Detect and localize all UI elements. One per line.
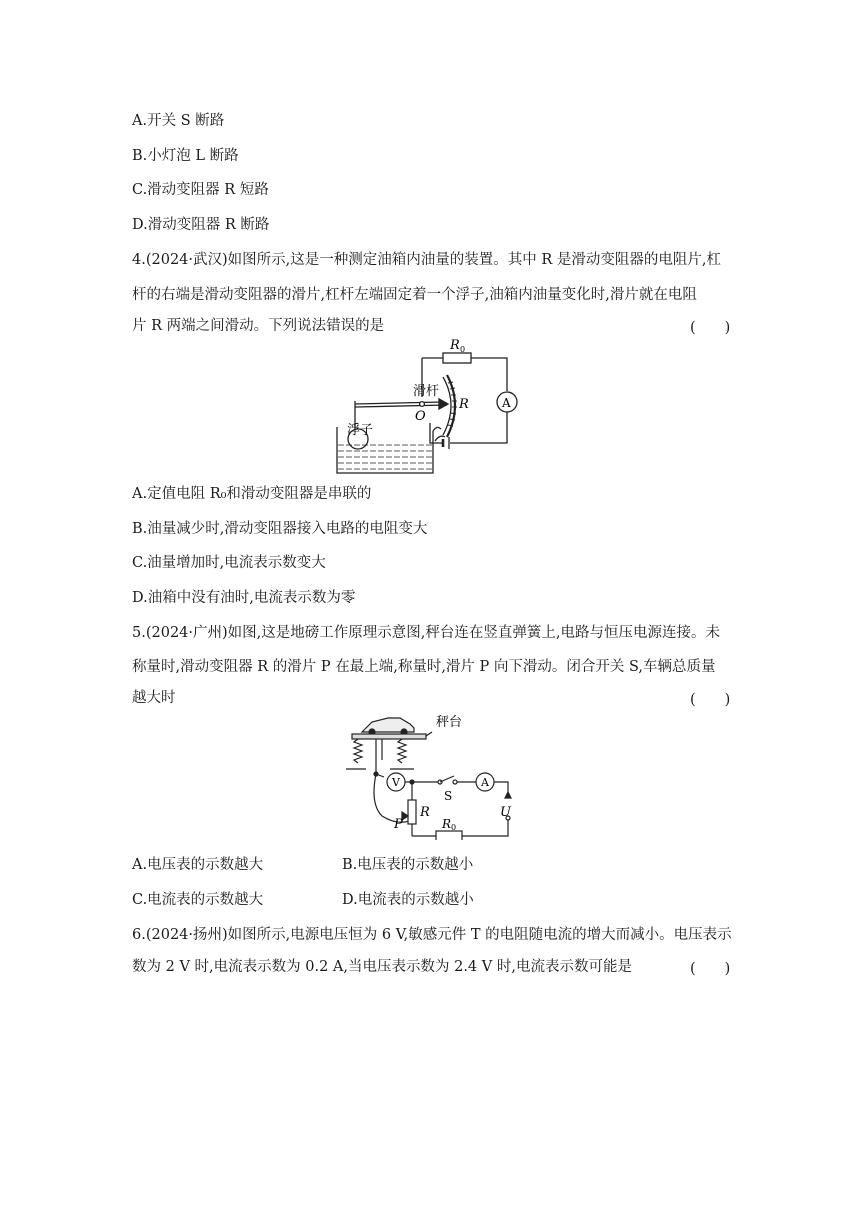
q5-weighbridge-figure [342, 712, 522, 840]
q5-stem-line3: 越大时 [132, 690, 176, 706]
q6-stem-line2: 数为 2 V 时,电流表示数为 0.2 A,当电压表示数为 2.4 V 时,电流表示数可能是 [132, 959, 632, 975]
q4-fig-label-pivot: O [415, 409, 426, 424]
q5-fig-label-r0: R [442, 817, 452, 831]
q5-option-a: A.电压表的示数越大 [132, 857, 264, 873]
q4-fig-label-ammeter: A [502, 396, 511, 410]
q4-fig-label-r0: R [450, 338, 460, 353]
q4-stem-line2: 杆的右端是滑动变阻器的滑片,杠杆左端固定着一个浮子,油箱内油量变化时,滑片就在电阻 [132, 287, 697, 303]
q3-option-b: B.小灯泡 L 断路 [132, 148, 239, 164]
q4-stem-line1: 4.(2024·武汉)如图所示,这是一种测定油箱内油量的装置。其中 R 是滑动变阻器的电阻片,杠 [132, 252, 722, 268]
q5-fig-label-p: P [394, 817, 403, 832]
q4-stem-line3: 片 R 两端之间滑动。下列说法错误的是 [132, 318, 385, 334]
q5-stem-line2: 称量时,滑动变阻器 R 的滑片 P 在最上端,称量时,滑片 P 向下滑动。闭合开关 S,车辆总质量 [132, 659, 716, 675]
q5-fig-label-u: U [500, 805, 511, 820]
q5-fig-label-r: R [420, 805, 430, 820]
q5-fig-label-switch: S [444, 789, 453, 803]
q5-stem-line1: 5.(2024·广州)如图,这是地磅工作原理示意图,秤台连在竖直弹簧上,电路与恒压电源连接。未 [132, 625, 720, 641]
q5-option-c: C.电流表的示数越大 [132, 892, 264, 908]
q5-fig-label-r0-sub: 0 [451, 823, 457, 832]
q4-fig-label-lever: 滑杆 [413, 384, 440, 399]
q5-option-d: D.电流表的示数越小 [342, 892, 474, 908]
q5-option-b: B.电压表的示数越小 [342, 857, 474, 873]
q5-fig-label-ammeter: A [481, 776, 489, 789]
q4-answer-bracket: ( ) [690, 320, 731, 336]
q6-stem-line1: 6.(2024·扬州)如图所示,电源电压恒为 6 V,敏感元件 T 的电阻随电流的增大而减小。电压表示 [132, 927, 732, 943]
q4-oil-gauge-figure [335, 335, 525, 477]
q3-option-a: A.开关 S 断路 [132, 113, 225, 129]
q4-fig-label-r0-sub: 0 [460, 345, 466, 354]
q4-option-a: A.定值电阻 R₀和滑动变阻器是串联的 [132, 486, 372, 502]
q6-answer-bracket: ( ) [690, 961, 731, 977]
q4-fig-label-r: R [459, 397, 469, 412]
q4-option-b: B.油量减少时,滑动变阻器接入电路的电阻变大 [132, 521, 428, 537]
q3-option-c: C.滑动变阻器 R 短路 [132, 182, 269, 198]
q4-fig-label-float: 浮子 [347, 423, 374, 438]
q4-option-c: C.油量增加时,电流表示数变大 [132, 555, 326, 571]
q3-option-d: D.滑动变阻器 R 断路 [132, 217, 270, 233]
q5-fig-label-voltmeter: V [392, 776, 400, 789]
q5-answer-bracket: ( ) [690, 692, 731, 708]
q5-fig-label-platform: 秤台 [436, 715, 463, 730]
q4-option-d: D.油箱中没有油时,电流表示数为零 [132, 590, 356, 606]
